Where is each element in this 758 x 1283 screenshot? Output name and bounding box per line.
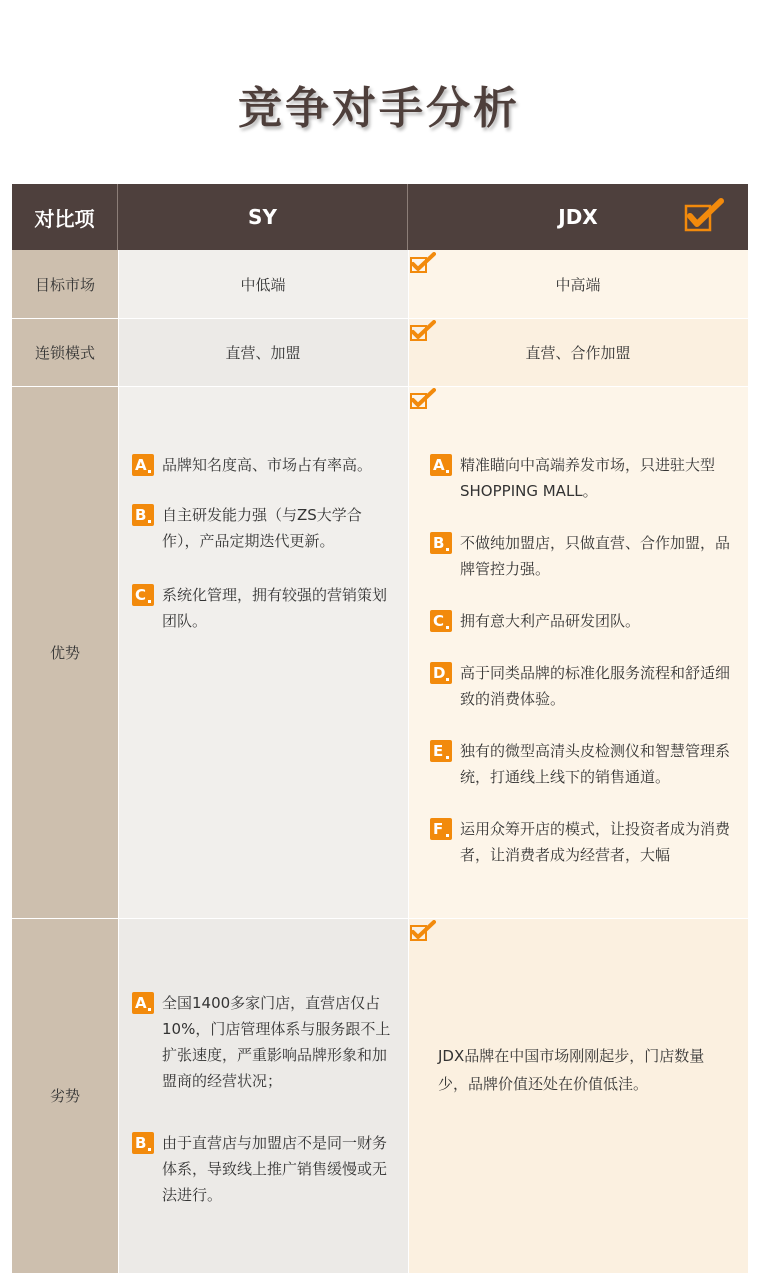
sy-market-text: 中低端 bbox=[240, 275, 286, 294]
column-divider bbox=[118, 250, 119, 1273]
checked-box-icon bbox=[684, 198, 724, 232]
list-item-text: 系统化管理，拥有较强的营销策划团队。 bbox=[162, 586, 388, 630]
row-label-market-text: 目标市场 bbox=[34, 275, 95, 294]
list-item bbox=[430, 816, 730, 868]
row-label-weaknesses bbox=[12, 918, 118, 1273]
list-item-text: 独有的微型高清头皮检测仪和智慧管理系统，打通线上线下的销售通道。 bbox=[460, 742, 731, 786]
jdx-chain-text: 直营、合作加盟 bbox=[525, 343, 631, 362]
list-item-text: 自主研发能力强（与ZS大学合作），产品定期迭代更新。 bbox=[162, 506, 362, 550]
list-item bbox=[132, 990, 398, 1094]
badge-c: C bbox=[430, 610, 452, 632]
header-sy bbox=[118, 184, 408, 250]
badge-a: A bbox=[132, 454, 154, 476]
badge-b: B bbox=[132, 504, 154, 526]
list-item bbox=[430, 452, 730, 504]
list-item-text: 不做纯加盟店，只做直营、合作加盟，品牌管控力强。 bbox=[460, 534, 731, 578]
jdx-strengths bbox=[408, 386, 748, 918]
jdx-chain bbox=[408, 318, 748, 386]
header-compare-label: 对比项 bbox=[34, 206, 95, 231]
list-item bbox=[132, 1130, 398, 1208]
row-label-strengths-text: 优势 bbox=[49, 643, 80, 662]
row-divider bbox=[12, 918, 748, 919]
badge-a: A bbox=[132, 992, 154, 1014]
row-label-strengths bbox=[12, 386, 118, 918]
checkmark-icon bbox=[410, 252, 436, 274]
badge-f: F bbox=[430, 818, 452, 840]
jdx-weaknesses bbox=[408, 918, 748, 1273]
list-item bbox=[430, 738, 730, 790]
badge-b: B bbox=[430, 532, 452, 554]
header-sy-label: SY bbox=[248, 205, 277, 229]
row-divider bbox=[12, 318, 748, 319]
list-item-text: 高于同类品牌的标准化服务流程和舒适细致的消费体验。 bbox=[460, 664, 731, 708]
list-item bbox=[430, 608, 730, 634]
list-item bbox=[132, 502, 398, 554]
row-label-chain-text: 连锁模式 bbox=[34, 343, 95, 362]
jdx-weakness-text: JDX品牌在中国市场刚刚起步，门店数量少，品牌价值还处在价值低洼。 bbox=[438, 1047, 705, 1093]
list-item bbox=[132, 452, 398, 478]
row-label-chain bbox=[12, 318, 118, 386]
sy-strengths bbox=[118, 386, 408, 918]
header-compare bbox=[12, 184, 118, 250]
list-item-text: 由于直营店与加盟店不是同一财务体系，导致线上推广销售缓慢或无法进行。 bbox=[162, 1134, 388, 1204]
sy-chain bbox=[118, 318, 408, 386]
checkmark-icon bbox=[410, 320, 436, 342]
sy-chain-text: 直营、加盟 bbox=[225, 343, 301, 362]
comparison-table bbox=[12, 184, 748, 1273]
badge-e: E bbox=[430, 740, 452, 762]
list-item-text: 拥有意大利产品研发团队。 bbox=[460, 612, 641, 630]
row-divider bbox=[12, 386, 748, 387]
list-item-text: 全国1400多家门店，直营店仅占10%，门店管理体系与服务跟不上扩张速度，严重影响品牌形象和加盟商的经营状况； bbox=[162, 994, 391, 1090]
badge-c: C bbox=[132, 584, 154, 606]
sy-weaknesses bbox=[118, 918, 408, 1273]
list-item-text: 品牌知名度高、市场占有率高。 bbox=[162, 456, 373, 474]
row-label-market bbox=[12, 250, 118, 318]
column-divider bbox=[408, 250, 409, 1273]
jdx-market bbox=[408, 250, 748, 318]
jdx-market-text: 中高端 bbox=[555, 275, 601, 294]
checkmark-icon bbox=[410, 920, 436, 942]
list-item bbox=[132, 582, 398, 634]
checkmark-icon bbox=[410, 388, 436, 410]
page-title: 竞争对手分析 bbox=[238, 83, 520, 134]
row-label-weaknesses-text: 劣势 bbox=[49, 1087, 80, 1105]
badge-a: A bbox=[430, 454, 452, 476]
badge-d: D bbox=[430, 662, 452, 684]
header-jdx bbox=[408, 184, 748, 250]
list-item bbox=[430, 530, 730, 582]
badge-b: B bbox=[132, 1132, 154, 1154]
sy-market bbox=[118, 250, 408, 318]
header-jdx-label: JDX bbox=[558, 205, 598, 229]
list-item-text: 精准瞄向中高端养发市场，只进驻大型SHOPPING MALL。 bbox=[460, 456, 716, 500]
list-item-text: 运用众筹开店的模式，让投资者成为消费者，让消费者成为经营者，大幅 bbox=[460, 820, 731, 864]
list-item bbox=[430, 660, 730, 712]
